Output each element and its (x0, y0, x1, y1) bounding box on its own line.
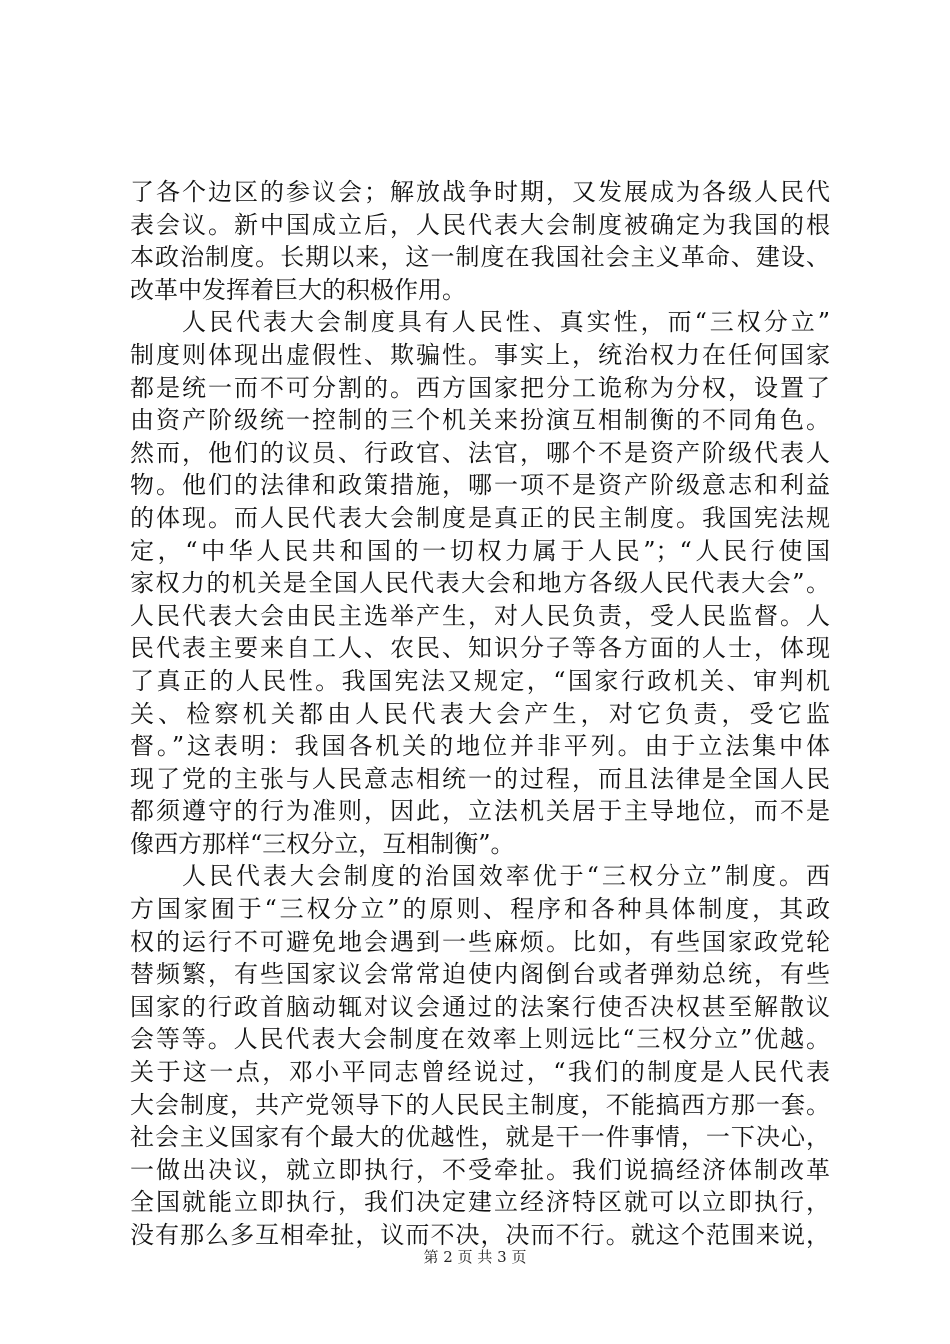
document-body (130, 176, 830, 1252)
text-line: 大会制度，共产党领导下的人民民主制度，不能搞西方那一套。 (130, 1090, 830, 1119)
paragraph-3 (130, 860, 830, 1251)
text-line: 都是统一而不可分割的。西方国家把分工诡称为分权，设置了 (130, 373, 830, 402)
paragraph-1 (130, 176, 830, 306)
text-line: 全国就能立即执行，我们决定建立经济特区就可以立即执行， (130, 1188, 830, 1217)
text-line: 人民代表大会制度的治国效率优于“三权分立”制度。西 (182, 862, 830, 891)
text-line: 民代表主要来自工人、农民、知识分子等各方面的人士，体现 (130, 634, 830, 663)
text-line: 一做出决议，就立即执行，不受牵扯。我们说搞经济体制改革 (130, 1155, 830, 1184)
text-line: 关、检察机关都由人民代表大会产生，对它负责，受它监 (130, 699, 830, 728)
text-line: 表会议。新中国成立后，人民代表大会制度被确定为我国的根 (130, 210, 830, 239)
text-line: 了真正的人民性。我国宪法又规定，“国家行政机关、审判机 (130, 666, 830, 695)
text-line: 由资产阶级统一控制的三个机关来扮演互相制衡的不同角色。 (130, 406, 830, 435)
page-number: 第 2 页 共 3 页 (423, 1248, 527, 1266)
text-line: 本政治制度。长期以来，这一制度在我国社会主义革命、建设、 (130, 243, 830, 272)
text-line: 国家的行政首脑动辄对议会通过的法案行使否决权甚至解散议 (130, 992, 830, 1021)
text-line: 改革中发挥着巨大的积极作用。 (130, 275, 466, 304)
text-line: 然而，他们的议员、行政官、法官，哪个不是资产阶级代表人 (130, 438, 830, 467)
text-line: 方国家囿于“三权分立”的原则、程序和各种具体制度，其政 (130, 895, 830, 924)
text-line: 物。他们的法律和政策措施，哪一项不是资产阶级意志和利益 (130, 471, 830, 500)
text-line: 定，“中华人民共和国的一切权力属于人民”；“人民行使国 (130, 536, 830, 565)
text-line: 社会主义国家有个最大的优越性，就是干一件事情，一下决心， (130, 1123, 830, 1152)
text-line: 都须遵守的行为准则，因此，立法机关居于主导地位，而不是 (130, 797, 830, 826)
text-line: 制度则体现出虚假性、欺骗性。事实上，统治权力在任何国家 (130, 340, 830, 369)
text-line: 的体现。而人民代表大会制度是真正的民主制度。我国宪法规 (130, 503, 830, 532)
text-line: 家权力的机关是全国人民代表大会和地方各级人民代表大会”。 (130, 569, 830, 598)
text-line: 督。”这表明：我国各机关的地位并非平列。由于立法集中体 (130, 732, 830, 761)
text-line: 像西方那样“三权分立，互相制衡”。 (130, 829, 515, 858)
text-line: 没有那么多互相牵扯，议而不决，决而不行。就这个范围来说， (130, 1221, 830, 1249)
text-line: 人民代表大会由民主选举产生，对人民负责，受人民监督。人 (130, 601, 830, 630)
text-line: 了各个边区的参议会；解放战争时期，又发展成为各级人民代 (130, 178, 830, 206)
text-line: 现了党的主张与人民意志相统一的过程，而且法律是全国人民 (130, 764, 830, 793)
text-line: 会等等。人民代表大会制度在效率上则远比“三权分立”优越。 (130, 1025, 830, 1054)
text-line: 关于这一点，邓小平同志曾经说过，“我们的制度是人民代表 (130, 1058, 830, 1087)
paragraph-2 (130, 306, 830, 860)
text-line: 替频繁，有些国家议会常常迫使内阁倒台或者弹劾总统，有些 (130, 960, 830, 989)
text-line: 人民代表大会制度具有人民性、真实性，而“三权分立” (182, 308, 830, 337)
text-line: 权的运行不可避免地会遇到一些麻烦。比如，有些国家政党轮 (130, 927, 830, 956)
